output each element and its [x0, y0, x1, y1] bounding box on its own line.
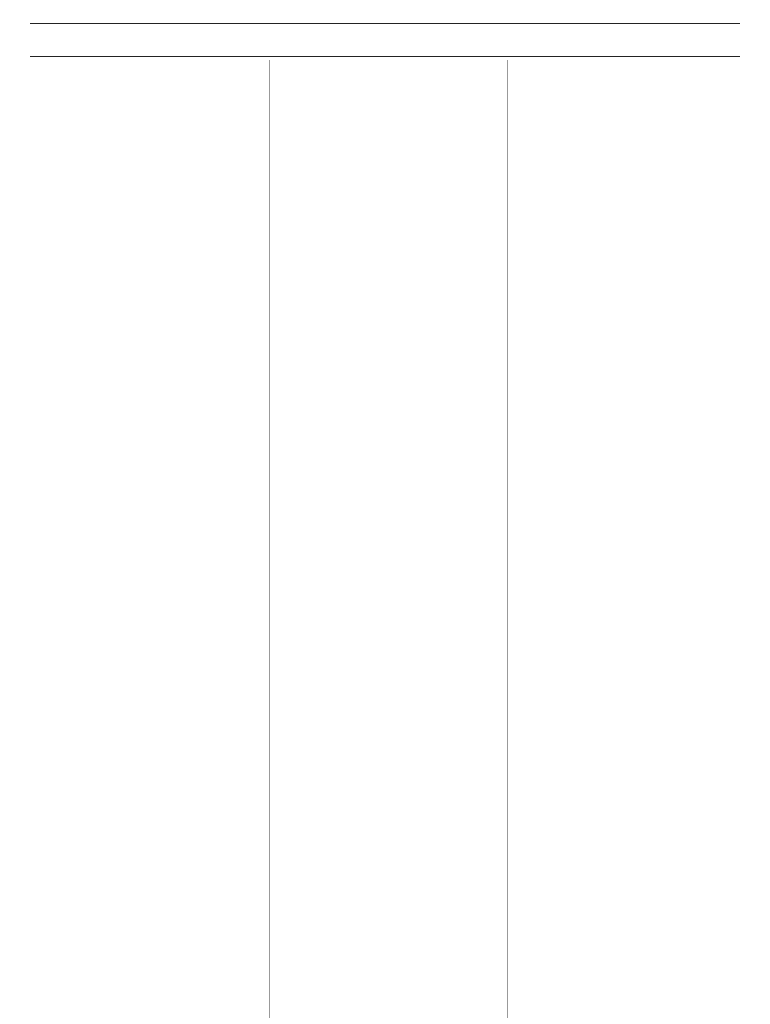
page-header: [30, 10, 740, 24]
column-2: [269, 60, 500, 1018]
section-title: [30, 24, 740, 57]
column-1: [30, 60, 262, 1018]
column-3: [507, 60, 739, 1018]
